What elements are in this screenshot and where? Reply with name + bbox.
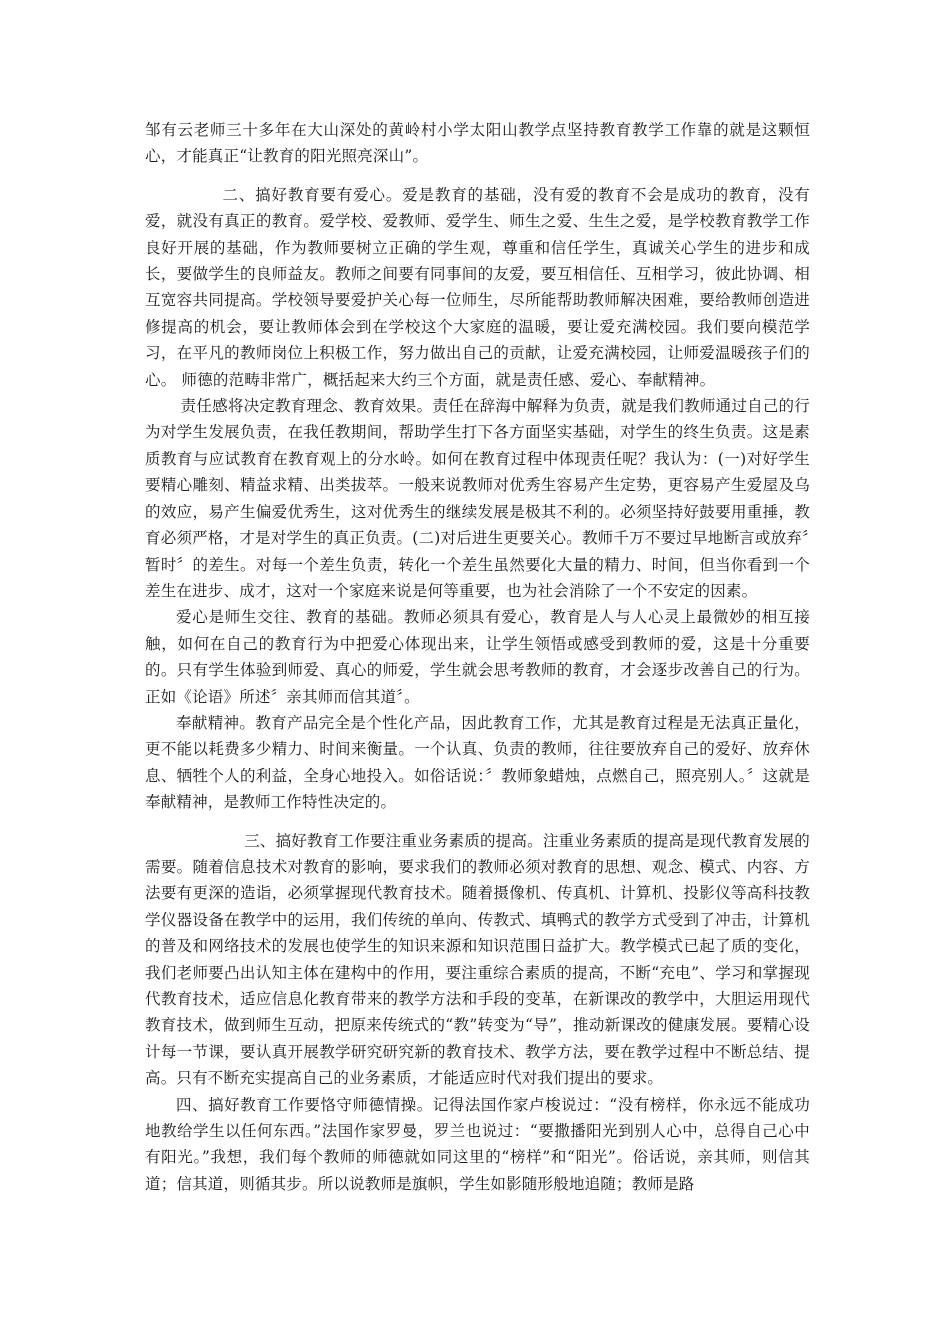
- paragraph-gap: [145, 170, 810, 182]
- paragraph-section-2-love: 二、搞好教育要有爱心。爱是教育的基础，没有爱的教育不会是成功的教育，没有爱，就没有真正的教育。爱学校、爱教师、爱学生、师生之爱、生生之爱，是学校教育教学工作良好开展的基础，作为教师要树立正确的学生观，尊重和信任学生，真诚关心学生的进步和成长，要做学生的良师益友。教师之间要有同事间的友爱，要互相信任、互相学习，彼此协调、相互宽容共同提高。学校领导要爱护关心每一位师生，尽所能帮助教师解决困难，要给教师创造进修提高的机会，要让教师体会到在学校这个大家庭的温暖，要让爱充满校园。我们要向模范学习，在平凡的教师岗位上积极工作，努力做出自己的贡献，让爱充满校园，让师爱温暖孩子们的心。 师德的范畴非常广，概括起来大约三个方面，就是责任感、爱心、奉献精神。: [145, 185, 810, 389]
- document-body: [145, 117, 810, 1197]
- paragraph-section-3-quality: 三、搞好教育工作要注重业务素质的提高。注重业务素质的提高是现代教育发展的需要。随着信息技术对教育的影响，要求我们的教师必须对教育的思想、观念、模式、内容、方法要有更深的造诣，必须掌握现代教育技术。随着摄像机、传真机、计算机、投影仪等高科技教学仪器设备在教学中的运用，我们传统的单向、传教式、填鸭式的教学方式受到了冲击，计算机的普及和网络技术的发展也使学生的知识来源和知识范围日益扩大。教学模式已起了质的变化，我们老师要凸出认知主体在建构中的作用，要注重综合素质的提高，不断“充电”、学习和掌握现代教育技术，适应信息化教育带来的教学方法和手段的变革，在新课改的教学中，大胆运用现代教育技术，做到师生互动，把原来传统式的“教”转变为“导”，推动新课改的健康发展。要精心设计每一节课，要认真开展教学研究研究新的教育技术、教学方法，要在教学过程中不断总结、提高。只有不断充实提高自己的业务素质，才能适应时代对我们提出的要求。: [145, 831, 810, 1088]
- paragraph-love-heart: 爱心是师生交往、教育的基础。教师必须具有爱心，教育是人与人心灵上最微妙的相互接触，如何在自己的教育行为中把爱心体现出来，让学生领悟或感受到教师的爱，这是十分重要的。只有学生体验到师爱、真心的师爱，学生就会思考教师的教育，才会逐步改善自己的行为。正如《论语》所述〞亲其师而信其道〞。: [145, 608, 810, 706]
- paragraph-section-4-ethics: 四、搞好教育工作要恪守师德情操。记得法国作家卢梭说过：“没有榜样，你永远不能成功地教给学生以任何东西。”法国作家罗曼，罗兰也说过：“要撒播阳光到别人心中，总得自己心中有阳光。”我想，我们每个教师的师德就如同这里的“榜样”和“阳光”。俗话说，亲其师，则信其道；信其道，则循其步。所以说教师是旗帜，学生如影随形般地追随；教师是路: [145, 1095, 810, 1193]
- paragraph-intro-continuation: 邹有云老师三十多年在大山深处的黄岭村小学太阳山教学点坚持教育教学工作靠的就是这颗恒心，才能真正“让教育的阳光照亮深山”。: [145, 121, 810, 166]
- paragraph-responsibility: 责任感将决定教育理念、教育效果。责任在辞海中解释为负责，就是我们教师通过自己的行为对学生发展负责，在我任教期间，帮助学生打下各方面坚实基础，对学生的终生负责。这是素质教育与应试教育在教育观上的分水岭。如何在教育过程中体现责任呢？我认为：(一)对好学生要精心雕刻、精益求精、出类拔萃。一般来说教师对优秀生容易产生定势，更容易产生爱屋及乌的效应，易产生偏爱优秀生，这对优秀生的继续发展是极其不利的。必须坚持好鼓要用重捶，教育必须严格，才是对学生的真正负责。(二)对后进生更要关心。教师千万不要过早地断言或放弃〞暂时〞的差生。对每一个差生负责，转化一个差生虽然要化大量的精力、时间，但当你看到一个差生在进步、成才，这对一个家庭来说是何等重要，也为社会消除了一个不安定的因素。: [145, 397, 810, 600]
- paragraph-gap: [145, 816, 810, 828]
- paragraph-dedication: 奉献精神。教育产品完全是个性化产品，因此教育工作，尤其是教育过程是无法真正量化，更不能以耗费多少精力、时间来衡量。一个认真、负责的教师，往往要放弃自己的爱好、放弃休息、牺牲个人的利益，全身心地投入。如俗话说：〞教师象蜡烛，点燃自己，照亮别人。〞这就是奉献精神，是教师工作特性决定的。: [145, 713, 810, 812]
